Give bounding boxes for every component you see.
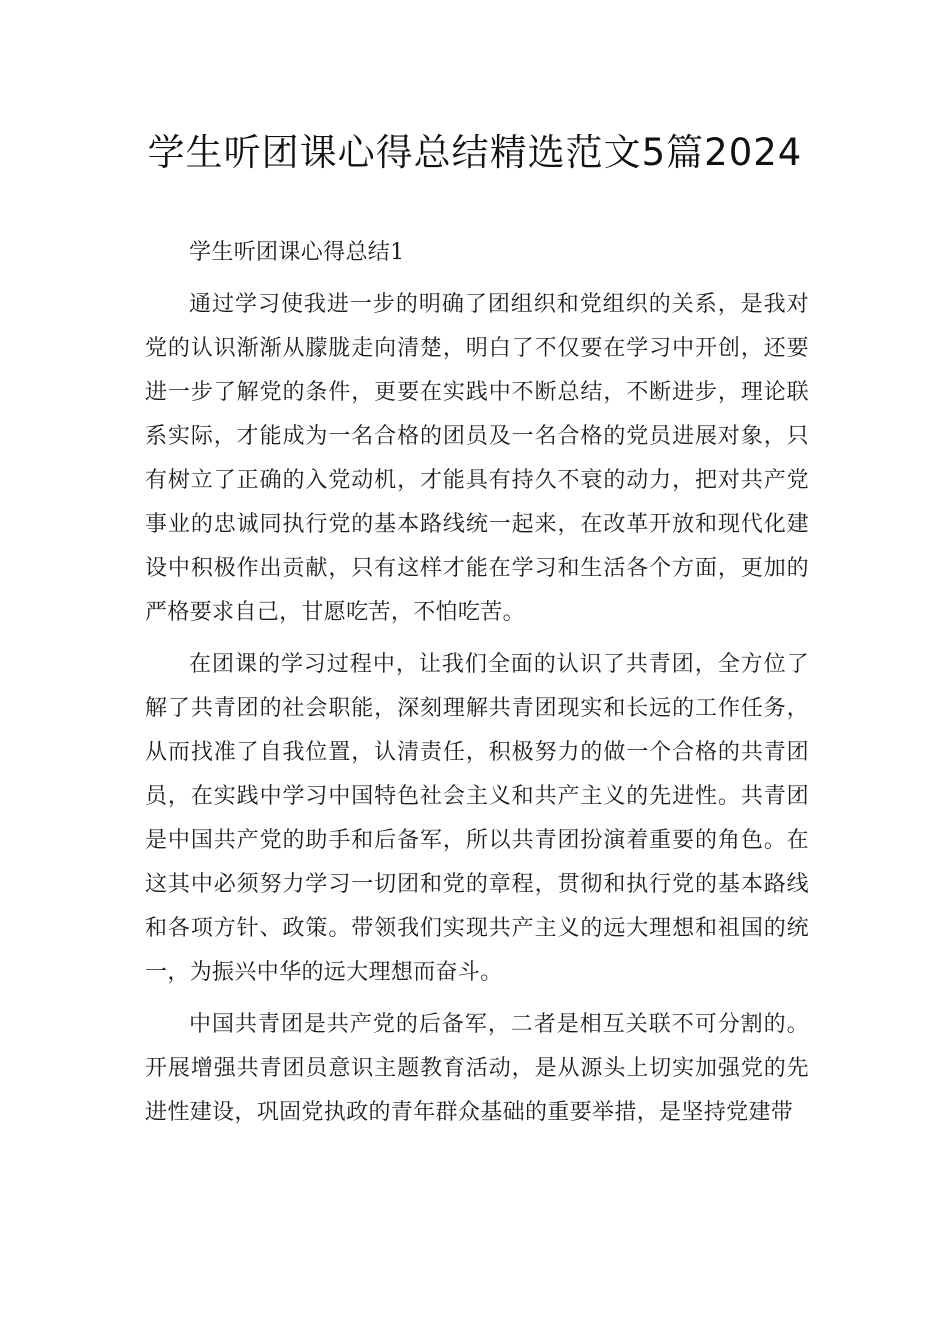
paragraph-1: 通过学习使我进一步的明确了团组织和党组织的关系，是我对党的认识渐渐从朦胧走向清楚，明白了不仅要在学习中开创，还要进一步了解党的条件，更要在实践中不断总结，不断进步，理论联系实际，才能成为一名合格的团员及一名合格的党员进展对象，只有树立了正确的入党动机，才能具有持久不衰的动力，把对共产党事业的忠诚同执行党的基本路线统一起来，在改革开放和现代化建设中积极作出贡献，只有这样才能在学习和生活各个方面，更加的严格要求自己，甘愿吃苦，不怕吃苦。 — [145, 292, 809, 625]
paragraph-2: 在团课的学习过程中，让我们全面的认识了共青团，全方位了解了共青团的社会职能，深刻理解共青团现实和长远的工作任务，从而找准了自我位置，认清责任，积极努力的做一个合格的共青团员，在实践中学习中国特色社会主义和共产主义的先进性。共青团是中国共产党的助手和后备军，所以共青团扮演着重要的角色。在这其中必须努力学习一切团和党的章程，贯彻和执行党的基本路线和各项方针、政策。带领我们实现共产主义的远大理想和祖国的统一，为振兴中华的远大理想而奋斗。 — [145, 652, 809, 985]
section-heading: 学生听团课心得总结1 — [189, 240, 405, 265]
document-title: 学生听团课心得总结精选范文5篇2024 — [147, 131, 803, 174]
document-body — [145, 231, 809, 1143]
paragraph-3: 中国共青团是共产党的后备军，二者是相互关联不可分割的。开展增强共青团员意识主题教育活动，是从源头上切实加强党的先进性建设，巩固党执政的青年群众基础的重要举措，是坚持党建带 — [145, 1012, 809, 1125]
